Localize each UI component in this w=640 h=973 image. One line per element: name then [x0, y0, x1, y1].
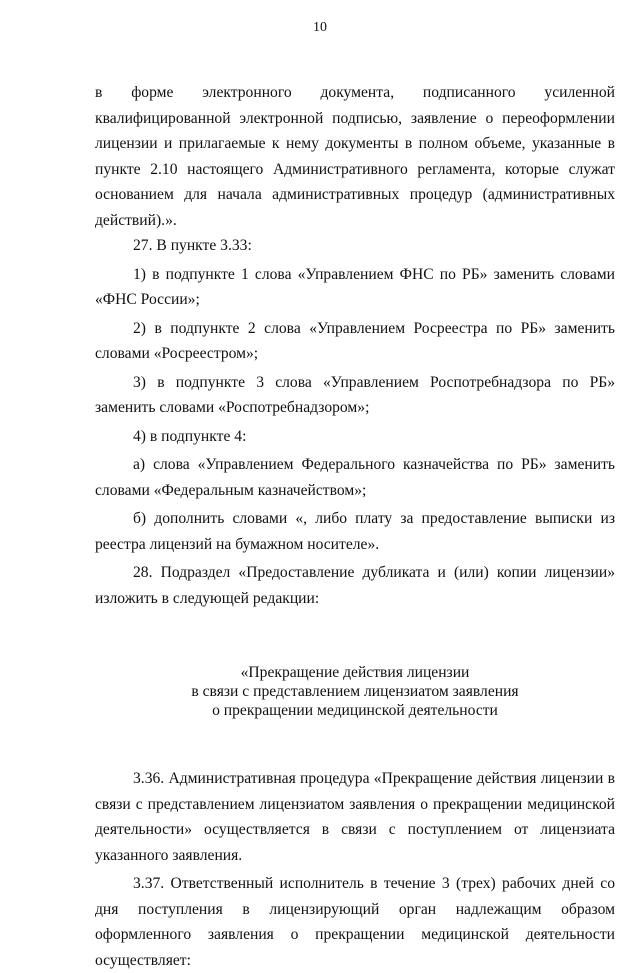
section-title: [95, 663, 615, 720]
paragraph-subitem-4a: а) слова «Управлением Федерального казначейства по РБ» заменить словами «Федеральным казначейством»;: [95, 456, 615, 499]
section-title-line-1: «Прекращение действия лицензии: [240, 664, 470, 681]
paragraph-item-3-36: 3.36. Административная процедура «Прекращение действия лицензии в связи с представлением лицензиатом заявления о прекращении медицинской деятельности» осуществляется в связи с поступлением от лицензиата указанного заявления.: [95, 770, 615, 864]
document-body: [95, 80, 615, 973]
paragraph-subitem-4: 4) в подпункте 4:: [133, 427, 247, 445]
section-title-line-3: о прекращении медицинской деятельности: [212, 702, 498, 719]
paragraph-item-3-37: 3.37. Ответственный исполнитель в течение 3 (трех) рабочих дней со дня поступления в лицензирующий орган надлежащим образом оформленного заявления о прекращении медицинской деятельности осуществляет:: [95, 875, 615, 969]
paragraph-item-27: 27. В пункте 3.33:: [133, 237, 252, 254]
page-number: 10: [313, 20, 327, 35]
paragraph-subitem-2: 2) в подпункте 2 слова «Управлением Росреестра по РБ» заменить словами «Росреестром»;: [95, 319, 615, 362]
section-title-line-2: в связи с представлением лицензиатом заявления: [191, 683, 519, 700]
paragraph-subitem-4b: б) дополнить словами «, либо плату за предоставление выписки из реестра лицензий на бумажном носителе».: [95, 510, 615, 553]
paragraph-subitem-1: 1) в подпункте 1 слова «Управлением ФНС по РБ» заменить словами «ФНС России»;: [95, 265, 615, 308]
paragraph-item-28: 28. Подраздел «Предоставление дубликата и (или) копии лицензии» изложить в следующей редакции:: [95, 564, 615, 607]
paragraph-subitem-3: 3) в подпункте 3 слова «Управлением Роспотребнадзора по РБ» заменить словами «Роспотребнадзором»;: [95, 373, 615, 416]
paragraph-continuation: в форме электронного документа, подписанного усиленной квалифицированной электронной подписью, заявление о переоформлении лицензии и прилагаемые к нему документы в полном объеме, указанные в пункте 2.10 настоящего Административного регламента, которые служат основанием для начала административных процедур (административных действий).».: [95, 84, 615, 229]
